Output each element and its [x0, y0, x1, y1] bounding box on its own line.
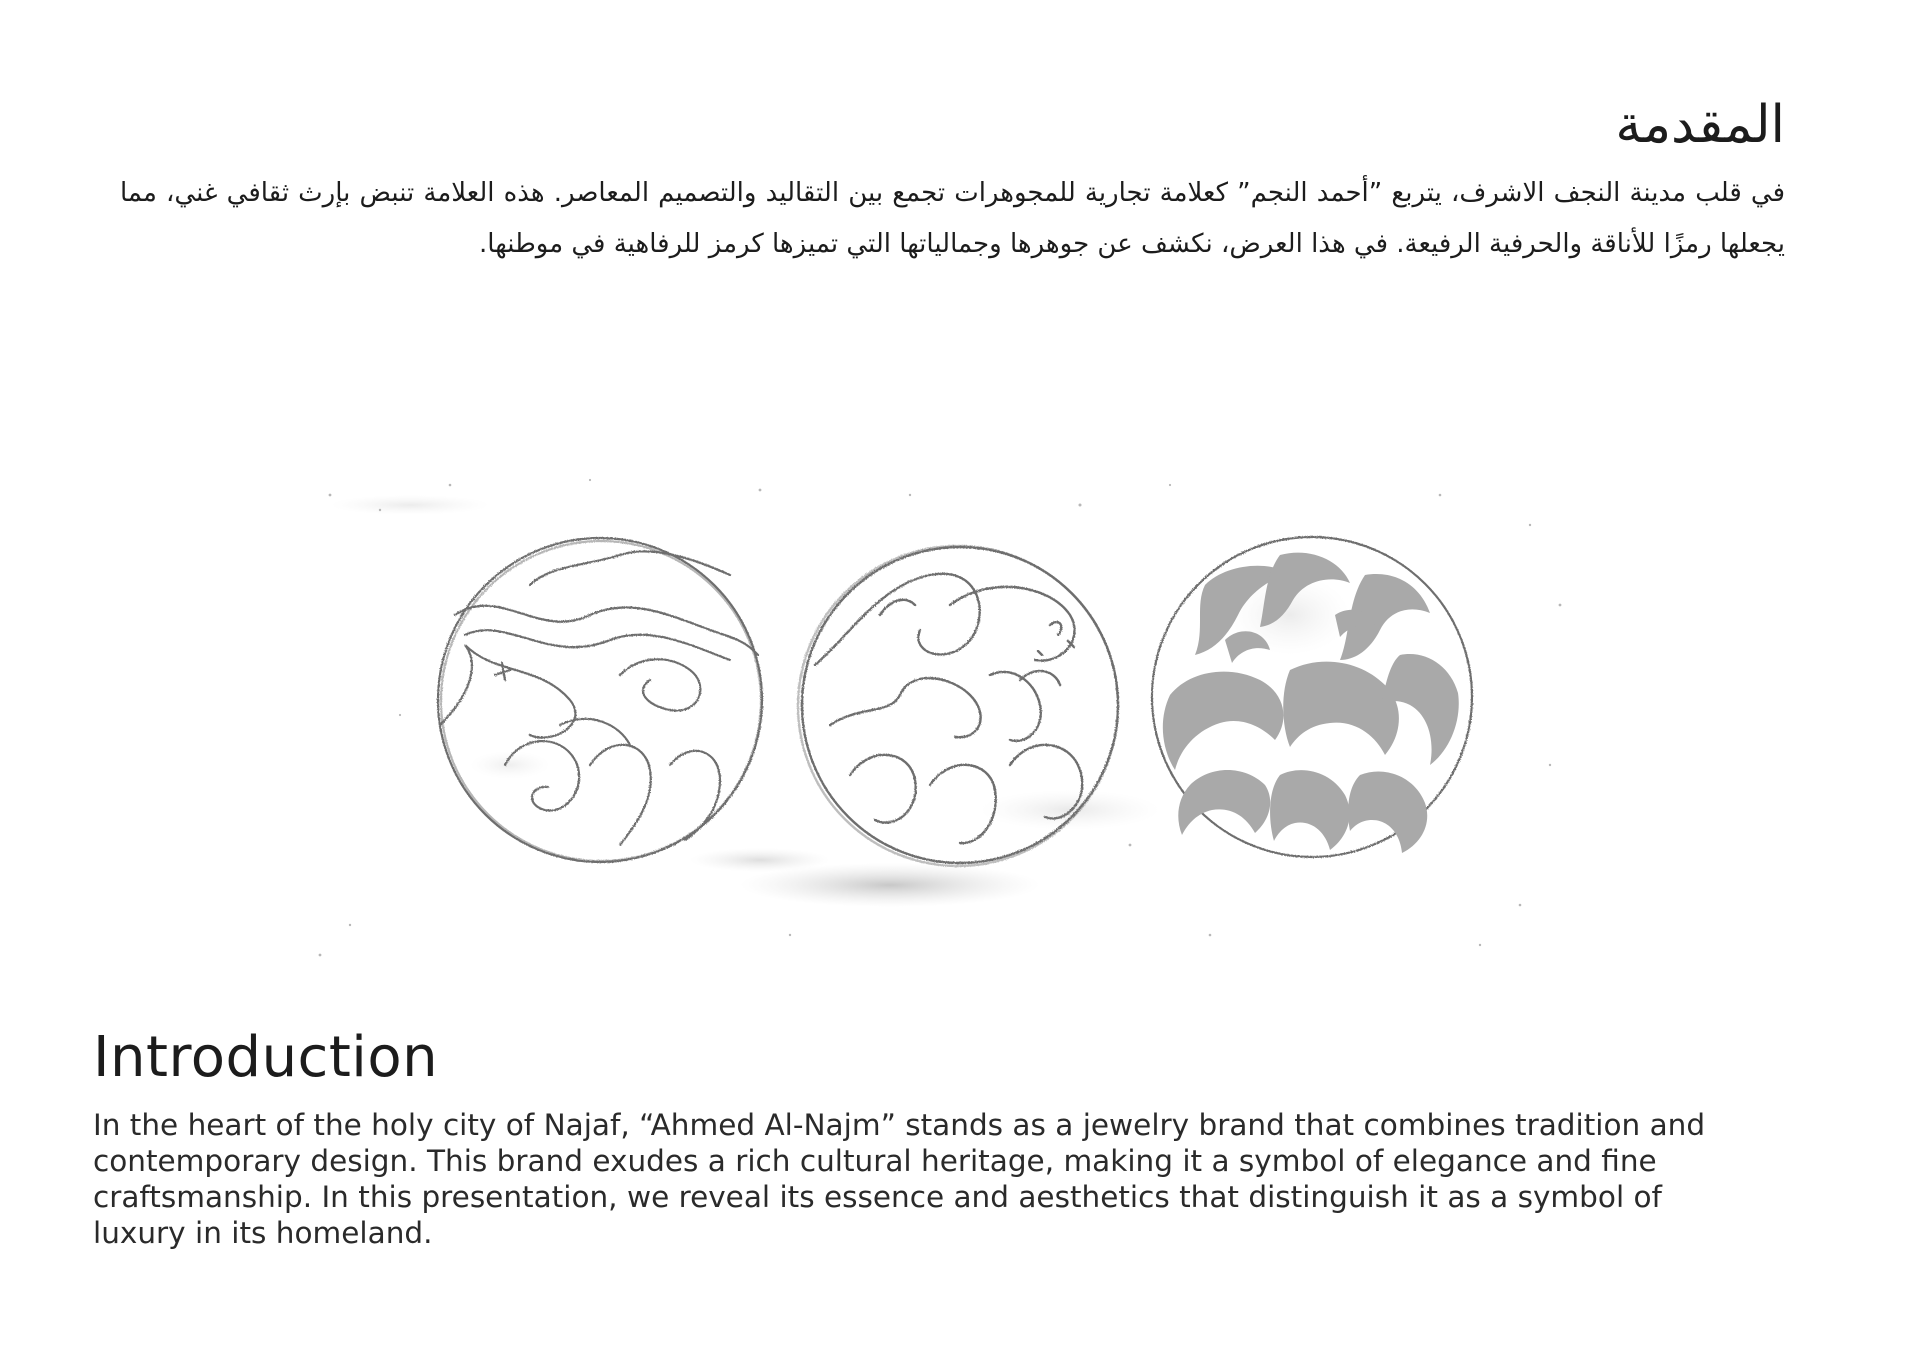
arabic-heading: المقدمة — [1615, 95, 1785, 155]
arabic-paragraph: في قلب مدينة النجف الاشرف، يتربع ”أحمد النجم” كعلامة تجارية للمجوهرات تجمع بين التقاليد والتصميم المعاصر. هذه العلامة تنبض بإرث ثقافي غني، مما يجعلها رمزًا للأناقة والحرفية الرفيعة. في هذا العرض، نكشف عن جوهرها وجمالياتها التي تميزها كرمز للرفاهية في موطنها. — [120, 178, 1785, 259]
arabic-intro-section — [120, 90, 1785, 270]
english-intro-section — [93, 1023, 1793, 1251]
english-heading: Introduction — [93, 1025, 439, 1090]
pencil-sketch-1 — [438, 538, 762, 862]
english-paragraph: In the heart of the holy city of Najaf, “Ahmed Al-Najm” stands as a jewelry brand that combines tradition and contemporary design. This brand exudes a rich cultural heritage, making it a symbol of elegance and fine craftsmanship. In this presentation, we reveal its essence and aesthetics that distinguish it as a symbol of luxury in its homeland. — [93, 1108, 1706, 1250]
logo-sketches-illustration — [290, 465, 1590, 975]
pencil-sketch-2 — [798, 546, 1118, 866]
sketch-svg — [290, 465, 1590, 975]
